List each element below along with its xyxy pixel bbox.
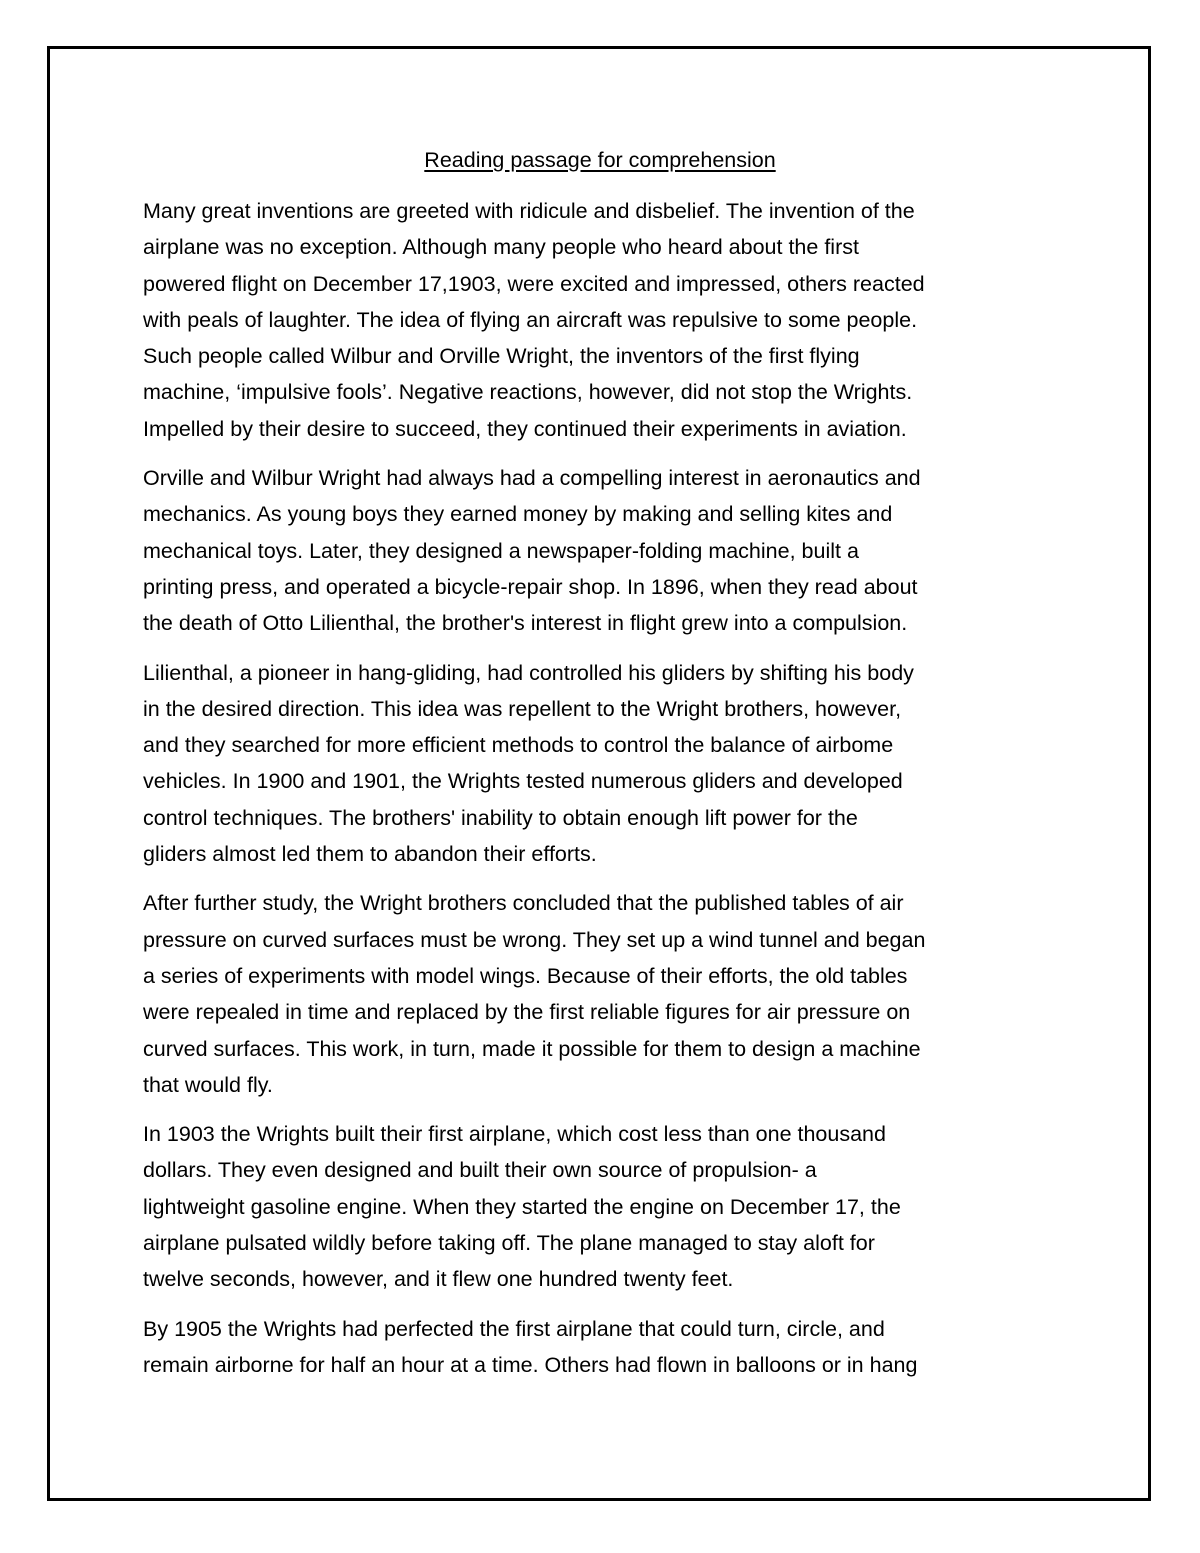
paragraph-3 xyxy=(143,655,1073,873)
text-line: airplane was no exception. Although many people who heard about the first xyxy=(143,235,859,260)
text-line: and they searched for more efficient methods to control the balance of airbome xyxy=(143,733,894,758)
text-line: lightweight gasoline engine. When they started the engine on December 17, the xyxy=(143,1194,901,1219)
text-line: Orville and Wilbur Wright had always had a compelling interest in aeronautics and xyxy=(143,466,921,491)
text-line: Lilienthal, a pioneer in hang-gliding, had controlled his gliders by shifting his body xyxy=(143,660,914,685)
text-line: control techniques. The brothers' inability to obtain enough lift power for the xyxy=(143,805,858,830)
text-line: remain airborne for half an hour at a time. Others had flown in balloons or in hang xyxy=(143,1352,918,1377)
text-line: powered flight on December 17,1903, were excited and impressed, others reacted xyxy=(143,271,925,296)
paragraph-4 xyxy=(143,885,1073,1103)
text-line: Impelled by their desire to succeed, they continued their experiments in aviation. xyxy=(143,416,907,441)
text-line: in the desired direction. This idea was repellent to the Wright brothers, however, xyxy=(143,696,902,721)
text-line: vehicles. In 1900 and 1901, the Wrights tested numerous gliders and developed xyxy=(143,769,903,794)
text-line: Many great inventions are greeted with ridicule and disbelief. The invention of the xyxy=(143,199,915,223)
text-line: In 1903 the Wrights built their first airplane, which cost less than one thousand xyxy=(143,1122,886,1147)
text-line: that would fly. xyxy=(143,1072,273,1097)
text-line: a series of experiments with model wings. Because of their efforts, the old tables xyxy=(143,963,908,988)
text-line: After further study, the Wright brothers concluded that the published tables of air xyxy=(143,891,904,916)
text-line: airplane pulsated wildly before taking off. The plane managed to stay aloft for xyxy=(143,1231,875,1256)
paragraph-5 xyxy=(143,1116,1073,1297)
paragraph-6 xyxy=(143,1311,1073,1384)
text-line: curved surfaces. This work, in turn, made it possible for them to design a machine xyxy=(143,1036,921,1061)
text-line: mechanics. As young boys they earned money by making and selling kites and xyxy=(143,502,893,527)
text-line: By 1905 the Wrights had perfected the first airplane that could turn, circle, and xyxy=(143,1316,885,1341)
paragraph-1 xyxy=(143,193,1073,447)
text-line: Such people called Wilbur and Orville Wright, the inventors of the first flying xyxy=(143,344,860,369)
text-line: machine, ‘impulsive fools’. Negative reactions, however, did not stop the Wrights. xyxy=(143,380,913,405)
text-line: pressure on curved surfaces must be wrong. They set up a wind tunnel and began xyxy=(143,927,926,952)
text-line: mechanical toys. Later, they designed a newspaper-folding machine, built a xyxy=(143,538,859,563)
text-line: with peals of laughter. The idea of flying an aircraft was repulsive to some people. xyxy=(143,307,918,332)
text-line: were repealed in time and replaced by the first reliable figures for air pressure on xyxy=(143,1000,911,1025)
text-line: printing press, and operated a bicycle-repair shop. In 1896, when they read about xyxy=(143,574,918,599)
text-line: the death of Otto Lilienthal, the brother's interest in flight grew into a compulsion. xyxy=(143,611,908,636)
page-title: Reading passage for comprehension xyxy=(424,148,776,172)
text-line: twelve seconds, however, and it flew one hundred twenty feet. xyxy=(143,1267,734,1292)
passage-body xyxy=(143,193,1073,1396)
text-line: dollars. They even designed and built their own source of propulsion- a xyxy=(143,1158,817,1183)
text-line: gliders almost led them to abandon their efforts. xyxy=(143,842,597,867)
paragraph-2 xyxy=(143,460,1073,641)
